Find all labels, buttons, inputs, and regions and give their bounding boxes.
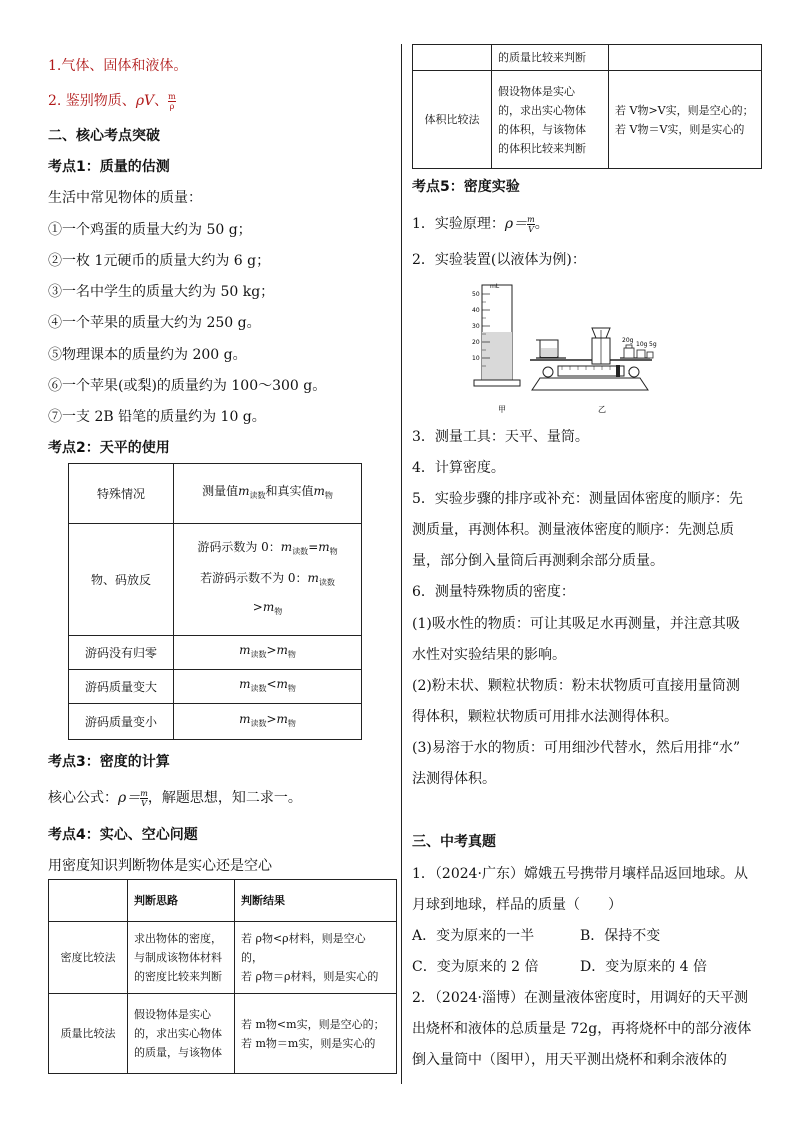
- t4-row-label: 密度比较法: [49, 922, 128, 994]
- kp1-item: ①一个鸡蛋的质量大约为 50 g；: [48, 222, 252, 238]
- kp1-item: ⑥一个苹果(或梨)的质量约为 100～300 g。: [48, 378, 327, 394]
- section-3-title: 三、中考真题: [412, 834, 496, 850]
- solid-hollow-table-cont: [412, 44, 762, 169]
- balance-beam-scale: [558, 366, 624, 376]
- fraction: $\frac{m}{V}$: [527, 214, 535, 234]
- t2-row-label: 游码质量变小: [69, 704, 174, 740]
- exp-special-3: 法测得体积。: [412, 771, 496, 787]
- t4-header-idea: 判断思路: [128, 880, 235, 922]
- t4-header-result: 判断结果: [235, 880, 397, 922]
- question-2: 倒入量筒中（图甲），用天平测出烧杯和剩余液体的: [412, 1052, 727, 1068]
- t2-header-case: 特殊情况: [69, 464, 174, 524]
- t2-row-label: 物、码放反: [69, 524, 174, 636]
- tick-label: 40: [472, 307, 480, 314]
- t4-row-label: 体积比较法: [413, 71, 492, 169]
- t4-cont-idea-end: 的质量比较来判断: [492, 45, 609, 71]
- t2-row-value: $m_{读数}>m_物$: [174, 636, 362, 670]
- kp4-title: 考点4：实心、空心问题: [48, 827, 198, 843]
- exp-apparatus: 2．实验装置(以液体为例)：: [412, 252, 586, 268]
- question-2: 出烧杯和液体的总质量是 72g，再将烧杯中的部分液体: [412, 1021, 752, 1037]
- q1-option-d: D．变为原来的 4 倍: [580, 959, 708, 975]
- balance: [530, 328, 652, 390]
- exp-tools: 3．测量工具：天平、量筒。: [412, 429, 589, 445]
- kp1-item: ③一名中学生的质量大约为 50 kg；: [48, 284, 275, 300]
- kp2-title: 考点2：天平的使用: [48, 440, 170, 456]
- weight-label: 5g: [649, 341, 657, 348]
- solid-hollow-table: [48, 879, 397, 1074]
- kp1-item: ④一个苹果的质量大约为 250 g。: [48, 315, 261, 331]
- exp-principle: 1．实验原理：ρ＝ $\frac{m}{V}$ 。: [412, 214, 549, 234]
- kp4-intro: 用密度知识判断物体是实心还是空心: [48, 858, 272, 874]
- t2-row-label: 游码没有归零: [69, 636, 174, 670]
- exp-steps: 测质量，再测体积。测量液体密度的顺序：先测总质: [412, 522, 734, 538]
- t2-row-label: 游码质量变大: [69, 670, 174, 704]
- label-jia: 甲: [498, 405, 506, 414]
- beaker: [536, 340, 558, 357]
- kp1-item: ⑦一支 2B 铅笔的质量约为 10 g。: [48, 409, 266, 425]
- tick-label: 20: [472, 339, 480, 346]
- t4-cont-blank: [413, 45, 492, 71]
- fraction: $\frac{m}{\rho}$: [168, 91, 176, 111]
- t4-row-result: 若 m物<m实，则是空心的； 若 m物＝m实，则是实心的: [235, 994, 397, 1074]
- answer-2: 2. 鉴别物质、ρV、 $\frac{m}{\rho}$: [48, 91, 176, 111]
- kp1-intro: 生活中常见物体的质量：: [48, 190, 202, 206]
- cylinder-unit: mL: [490, 283, 500, 290]
- question-1: 1．（2024·广东）嫦娥五号携带月壤样品返回地球。从: [412, 866, 748, 882]
- balance-table: [68, 463, 362, 740]
- label-yi: 乙: [598, 405, 606, 414]
- t4-row-result: 若 V物>V实，则是空心的； 若 V物＝V实，则是实心的: [609, 71, 762, 169]
- t4-row-idea: 假设物体是实心 的，求出实心物体 的体积，与该物体 的体积比较来判断: [492, 71, 609, 169]
- apparatus-figure: [470, 280, 670, 415]
- rider: [616, 365, 620, 377]
- t2-row-value: $m_{读数}>m_物$: [174, 704, 362, 740]
- weight-label: 20g: [622, 337, 634, 344]
- weight-label: 10g: [636, 341, 648, 348]
- exp-special-1: (1)吸水性的物质：可让其吸足水再测量，并注意其吸: [412, 616, 740, 632]
- kp3-title: 考点3：密度的计算: [48, 754, 170, 770]
- exp-special-2: 得体积，颗粒状物质可用排水法测得体积。: [412, 709, 678, 725]
- kp1-item: ②一枚 1元硬币的质量大约为 6 g；: [48, 253, 271, 269]
- exp-steps: 5．实验步骤的排序或补充：测量固体密度的顺序：先: [412, 491, 743, 507]
- kp1-title: 考点1：质量的估测: [48, 159, 170, 175]
- exp-special-2: (2)粉末状、颗粒状物质：粉末状物质可直接用量筒测: [412, 678, 740, 694]
- q1-option-b: B．保持不变: [580, 928, 661, 944]
- question-2: 2．（2024·淄博）在测量液体密度时，用调好的天平测: [412, 990, 748, 1006]
- kp3-formula: 核心公式：ρ＝ $\frac{m}{V}$ ，解题思想，知二求一。: [48, 788, 302, 808]
- t4-row-idea: 假设物体是实心 的，求出实心物体 的质量，与该物体: [128, 994, 235, 1074]
- exp-steps: 量，部分倒入量筒后再测剩余部分质量。: [412, 553, 664, 569]
- fraction: $\frac{m}{V}$: [140, 788, 148, 808]
- tick-label: 30: [472, 323, 480, 330]
- section-2-title: 二、核心考点突破: [48, 128, 160, 144]
- tick-label: 10: [472, 355, 480, 362]
- t4-row-label: 质量比较法: [49, 994, 128, 1074]
- t4-row-result: 若 ρ物<ρ材料，则是空心 的， 若 ρ物＝ρ材料，则是实心的: [235, 922, 397, 994]
- kp1-item: ⑤物理课本的质量约为 200 g。: [48, 347, 247, 363]
- t2-header-values: 测量值$m_{读数}$和真实值$m_物$: [174, 464, 362, 524]
- kp5-title: 考点5：密度实验: [412, 179, 520, 195]
- t4-cont-blank: [609, 45, 762, 71]
- question-1: 月球到地球，样品的质量（ ）: [412, 897, 622, 913]
- cylinder-base: [474, 380, 520, 386]
- exp-calc: 4．计算密度。: [412, 460, 505, 476]
- q1-option-c: C．变为原来的 2 倍: [412, 959, 539, 975]
- q1-option-a: A．变为原来的一半: [412, 928, 535, 944]
- answer-1: 1.气体、固体和液体。: [48, 58, 188, 74]
- exp-special: 6．测量特殊物质的密度：: [412, 584, 575, 600]
- exp-special-3: (3)易溶于水的物质：可用细沙代替水，然后用排“水”: [412, 740, 741, 756]
- t2-row-value: 游码示数为 0：$m_{读数}=m_物$ 若游码示数不为 0：$m_{读数}$ $>m_物$: [174, 524, 362, 636]
- exp-special-1: 水性对实验结果的影响。: [412, 647, 566, 663]
- t2-row-value: $m_{读数}<m_物$: [174, 670, 362, 704]
- tick-label: 50: [472, 291, 480, 298]
- cylinder-liquid: [482, 332, 512, 380]
- t4-row-idea: 求出物体的密度， 与制成该物体材料 的密度比较来判断: [128, 922, 235, 994]
- column-divider: [401, 44, 402, 1084]
- t4-header-blank: [49, 880, 128, 922]
